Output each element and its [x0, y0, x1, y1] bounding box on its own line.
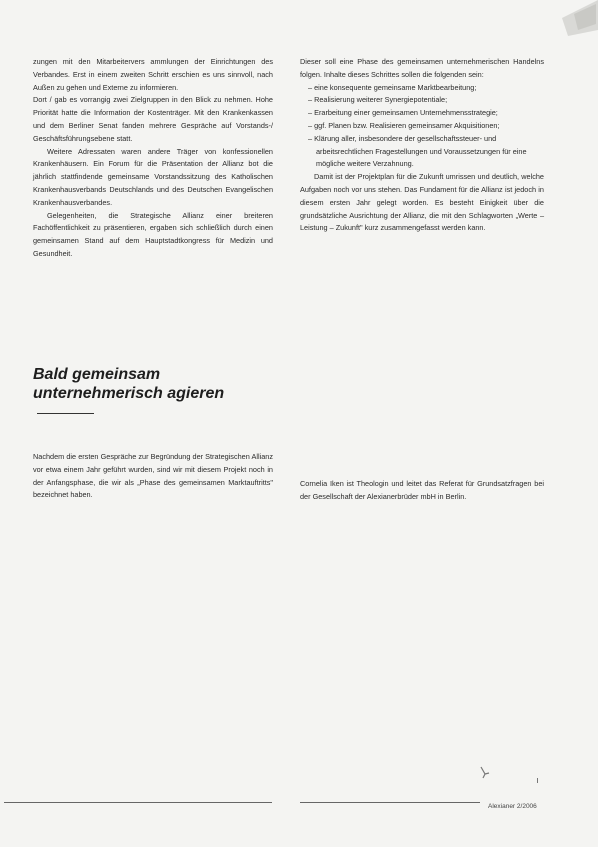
list-item: – Realisierung weiterer Synergiepotentiale; [300, 94, 544, 107]
ink-smudge-mark [478, 765, 492, 781]
list-item: – Klärung aller, insbesondere der gesellschaftssteuer- und arbeitsrechtlichen Fragestellungen und Voraussetzungen für eine mögliche weitere Verzahnung. [300, 133, 544, 171]
page-tick-mark [537, 778, 538, 783]
right-column [300, 56, 544, 235]
footer-rule-right [300, 802, 480, 803]
section-heading [33, 365, 278, 422]
goal-list [300, 82, 544, 172]
author-note-text: Cornelia Iken ist Theologin und leitet das Referat für Grundsatzfragen bei der Gesellschaft der Alexianerbrüder mbH in Berlin. [300, 479, 544, 501]
left-paragraph: zungen mit den Mitarbeitervers ammlungen der Einrichtungen des Verbandes. Erst in einem zweiten Schritt erschien es uns sinnvoll, nach Außen zu gehen und Externe zu informieren. [33, 57, 273, 92]
footer-rule-left [4, 802, 272, 803]
left-paragraph: Gelegenheiten, die Strategische Allianz einer breiteren Fachöffentlichkeit zu präsentieren, ergaben sich schließlich durch einen gemeinsamen Stand auf dem Hauptstadtkongress für Medizin und Gesundheit. [33, 210, 273, 258]
right-closing: Damit ist der Projektplan für die Zukunft umrissen und deutlich, welche Aufgaben noch vor uns stehen. Das Fundament für die Allianz ist jedoch in diesem ersten Jahr gelegt worden. Es besteht Einigkeit über die grundsätzliche Ausrichtung der Allianz, die mit den Schlagworten „Werte – Leistung – Zukunft" kurz zusammengefasst werden kann. [300, 172, 544, 233]
list-item: – Erarbeitung einer gemeinsamen Unternehmensstrategie; [300, 107, 544, 120]
right-intro: Dieser soll eine Phase des gemeinsamen unternehmerischen Handelns folgen. Inhalte dieses Schrittes sollen die folgenden sein: [300, 57, 544, 79]
section-body [33, 451, 273, 502]
list-item: – eine konsequente gemeinsame Marktbearbeitung; [300, 82, 544, 95]
corner-brand-mark [538, 0, 598, 36]
heading-line-2: unternehmerisch agieren [33, 385, 225, 402]
left-paragraph: Dort / gab es vorrangig zwei Zielgruppen in den Blick zu nehmen. Hohe Priorität hatte die Information der Kostenträger. Mit den Krankenkassen und dem Berliner Senat fanden mehrere Gespräche auf Vorstands-/ Geschäftsführungsebene statt. [33, 95, 273, 143]
section-paragraph: Nachdem die ersten Gespräche zur Begründung der Strategischen Allianz vor etwa einem Jahr geführt wurden, sind wir mit diesem Projekt noch in der Anfangsphase, die wir als „Phase des gemeinsamen Marktauftritts" bezeichnet haben. [33, 452, 273, 500]
author-note [300, 478, 544, 504]
footer-publication: Alexianer 2/2006 [488, 803, 537, 810]
left-paragraph: Weitere Adressaten waren andere Träger von konfessionellen Krankenhäusern. Ein Forum für die Präsentation der Allianz bot die jährlich stattfindende gemeinsame Vorstandssitzung des Katholischen Krankenhausverbands Deutschlands und des Deutschen Evangelischen Krankenhausverbandes. [33, 146, 273, 207]
left-column [33, 56, 273, 261]
heading-rule [37, 413, 94, 414]
list-item: – ggf. Planen bzw. Realisieren gemeinsamer Akquisitionen; [300, 120, 544, 133]
heading-line-1: Bald gemeinsam [33, 366, 161, 383]
